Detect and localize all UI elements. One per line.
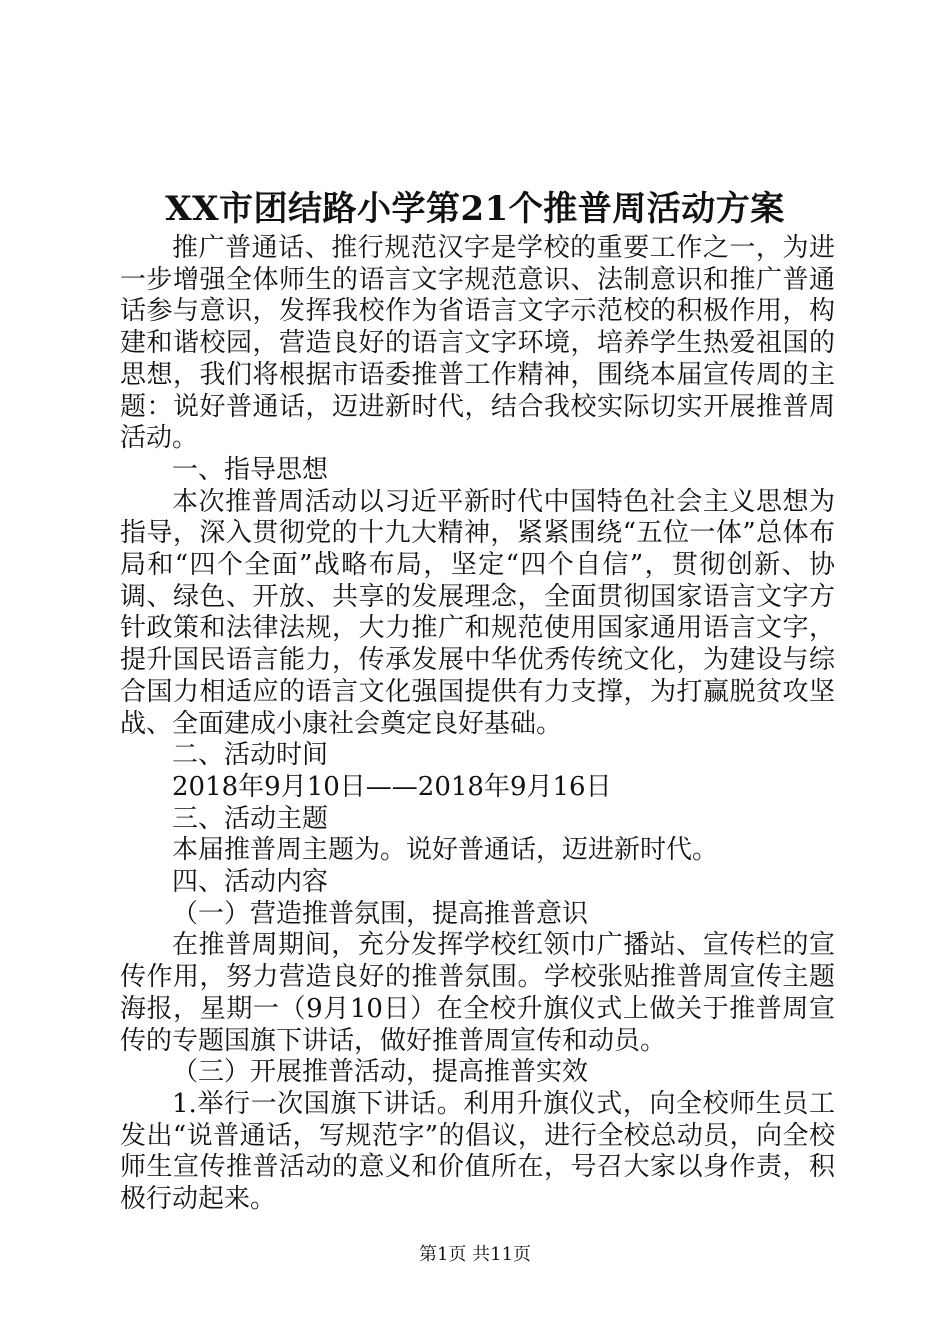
activity-time-text: 2018年9月10日——2018年9月16日 [172,771,612,802]
subsection-heading-atmosphere: （一）营造推普氛围，提高推普意识 [172,898,589,929]
section-heading-activity-theme: 三、活动主题 [172,803,329,834]
section-heading-activity-time: 二、活动时间 [172,740,329,771]
activity-item-1-paragraph: 1.举行一次国旗下讲话。利用升旗仪式，向全校师生员工发出“说普通话，写规范字”的倡议，进行全校总动员，向全校师生宣传推普活动的意义和价值所在，号召大家以身作责，积极行动起来。 [120,1088,835,1215]
page-footer: 第1页 共11页 [418,1244,532,1265]
intro-paragraph: 推广普通话、推行规范汉字是学校的重要工作之一，为进一步增强全体师生的语言文字规范意识、法制意识和推广普通话参与意识，发挥我校作为省语言文字示范校的积极作用，构建和谐校园，营造良好的语言文字环境，培养学生热爱祖国的思想，我们将根据市语委推普工作精神，围绕本届宣传周的主题：说好普通话，迈进新时代，结合我校实际切实开展推普周活动。 [120,233,835,454]
activity-theme-text: 本届推普周主题为。说好普通话，迈进新时代。 [172,835,719,866]
subsection-heading-activities: （三）开展推普活动，提高推普实效 [172,1057,589,1088]
atmosphere-paragraph: 在推普周期间，充分发挥学校红领巾广播站、宣传栏的宣传作用，努力营造良好的推普氛围。学校张贴推普周宣传主题海报，星期一（9月10日）在全校升旗仪式上做关于推普周宣传的专题国旗下讲话，做好推普周宣传和动员。 [120,930,835,1056]
section-heading-guiding-thought: 一、指导思想 [172,454,329,485]
section-heading-activity-content: 四、活动内容 [172,867,329,898]
document-title: XX市团结路小学第21个推普周活动方案 [165,189,785,229]
document-body [120,233,835,1216]
guiding-thought-paragraph: 本次推普周活动以习近平新时代中国特色社会主义思想为指导，深入贯彻党的十九大精神，紧紧围绕“五位一体”总体布局和“四个全面”战略布局，坚定“四个自信”，贯彻创新、协调、绿色、开放、共享的发展理念，全面贯彻国家语言文字方针政策和法律法规，大力推广和规范使用国家通用语言文字，提升国民语言能力，传承发展中华优秀传统文化，为建设与综合国力相适应的语言文化强国提供有力支撑，为打赢脱贫攻坚战、全面建成小康社会奠定良好基础。 [120,486,835,739]
